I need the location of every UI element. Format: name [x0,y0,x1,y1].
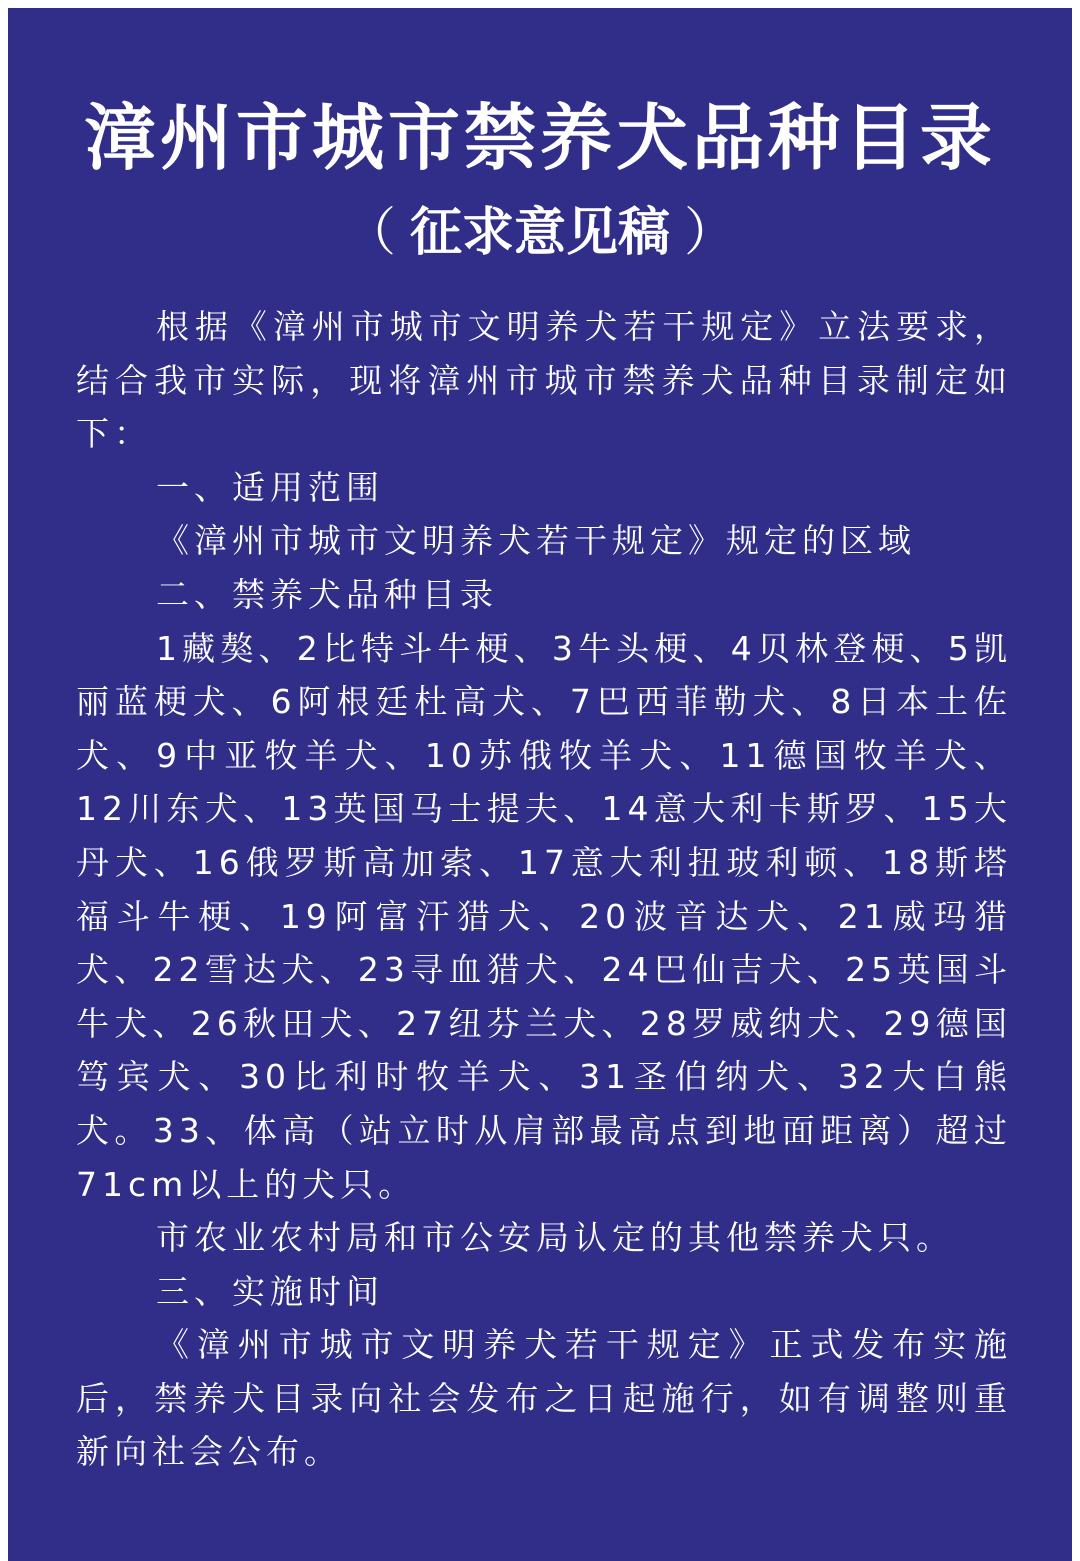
notice-poster [8,8,1072,1561]
section-heading-scope: 一、适用范围 [156,467,384,507]
breed-list-paragraph: 1藏獒、2比特斗牛梗、3牛头梗、4贝林登梗、5凯丽蓝梗犬、6阿根廷杜高犬、7巴西菲勒犬、8日本土佐犬、9中亚牧羊犬、10苏俄牧羊犬、11德国牧羊犬、12川东犬、13英国马士提夫、14意大利卡斯罗、15大丹犬、16俄罗斯高加索、17意大利扭玻利顿、18斯塔福斗牛梗、19阿富汗猎犬、20波音达犬、21威玛猎犬、22雪达犬、23寻血猎犬、24巴仙吉犬、25英国斗牛犬、26秋田犬、27纽芬兰犬、28罗威纳犬、29德国笃宾犬、30比利时牧羊犬、31圣伯纳犬、32大白熊犬。33、体高（站立时从肩部最高点到地面距离）超过71cm以上的犬只。 [76,628,1012,1204]
subtitle-close-paren: ） [684,203,737,263]
notice-body [76,300,1012,1479]
section-heading-breeds: 二、禁养犬品种目录 [156,574,498,614]
other-breeds-paragraph: 市农业农村局和市公安局认定的其他禁养犬只。 [156,1218,954,1258]
subtitle-open-paren: （ [343,203,396,263]
subtitle-text: 征求意见稿 [409,203,670,263]
section-heading-effective-date: 三、实施时间 [156,1271,384,1311]
page-title: 漳州市城市禁养犬品种目录 [83,96,996,180]
effective-date-paragraph: 《漳州市城市文明养犬若干规定》正式发布实施后，禁养犬目录向社会发布之日起施行，如有调整则重新向社会公布。 [76,1325,1012,1472]
scope-paragraph: 《漳州市城市文明养犬若干规定》规定的区域 [156,521,916,561]
page-subtitle [8,198,1072,268]
intro-paragraph: 根据《漳州市城市文明养犬若干规定》立法要求，结合我市实际，现将漳州市城市禁养犬品种目录制定如下： [76,307,1012,454]
